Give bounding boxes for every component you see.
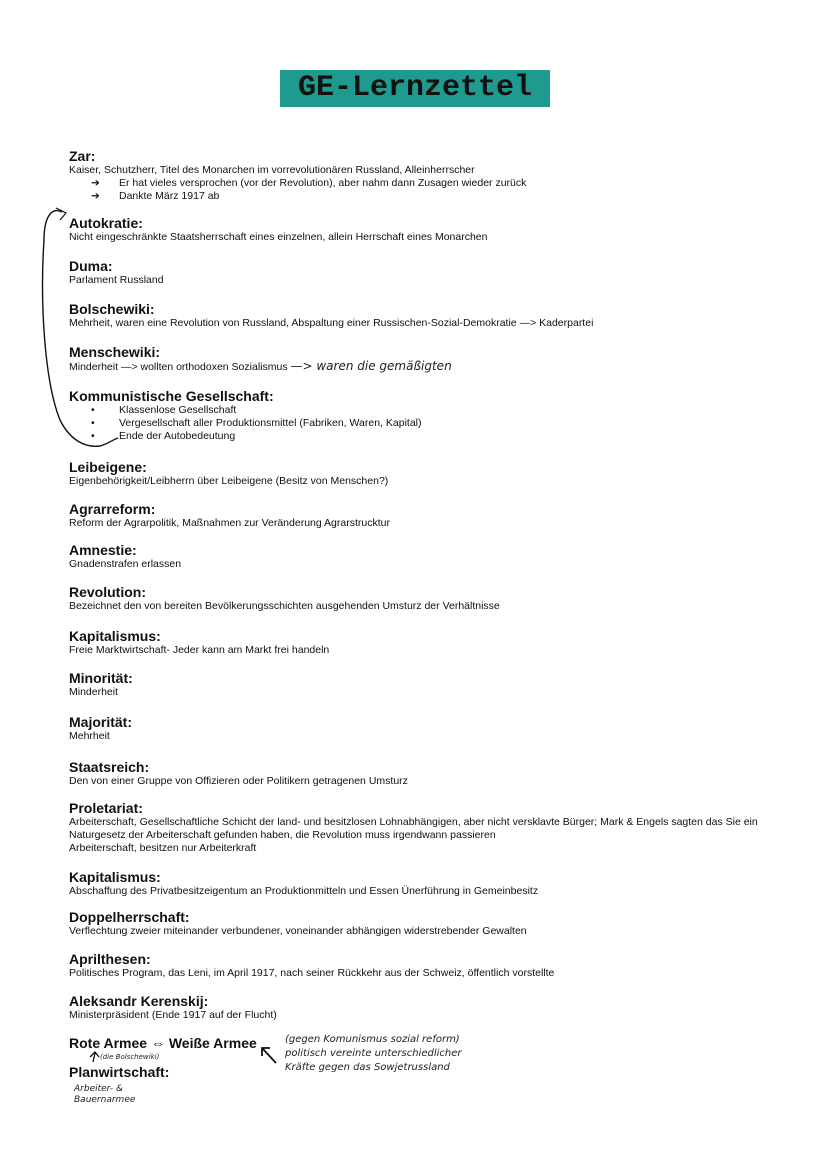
entry-aprilthesen — [69, 951, 554, 980]
entry-duma — [69, 258, 164, 287]
definition: Freie Marktwirtschaft- Jeder kann am Markt frei handeln — [69, 644, 330, 656]
entry-revolution — [69, 584, 500, 613]
definition: Arbeiterschaft, Gesellschaftliche Schicht der land- und besitzlosen Lohnabhängigen, aber nicht versklavte Bürger; Mark & Engels sagten das Sie ein Naturgesetz der Arbeiterschaft gefunden haben, die Revolution muss irgendwann passieren — [69, 816, 758, 841]
term: Proletariat: — [69, 800, 143, 816]
list-item: Klassenlose Gesellschaft — [119, 404, 237, 416]
note-line: politisch vereinte unterschiedlicher — [285, 1048, 462, 1059]
term: Agrarreform: — [69, 501, 156, 517]
entry-doppelherrschaft — [69, 909, 527, 938]
entry-kerenskij — [69, 993, 277, 1022]
list-item: Dankte März 1917 ab — [119, 190, 220, 202]
term: Amnestie: — [69, 542, 137, 558]
definition: Mehrheit, waren eine Revolution von Russland, Abspaltung einer Russischen-Sozial-Demokratie —> Kaderpartei — [69, 317, 594, 329]
definition: Arbeiterschaft, besitzen nur Arbeiterkraft — [69, 842, 257, 854]
definition: Ministerpräsident (Ende 1917 auf der Flucht) — [69, 1009, 277, 1021]
definition: Minderheit — [69, 686, 119, 698]
entry-staatsreich — [69, 759, 408, 788]
entry-leibeigene — [69, 459, 388, 488]
definition: Eigenbehörigkeit/Leibherrn über Leibeigene (Besitz von Menschen?) — [69, 475, 389, 487]
definition: Politisches Program, das Leni, im April 1917, nach seiner Rückkehr aus der Schweiz, öffentlich vorstellte — [69, 967, 555, 979]
list-item: Er hat vieles versprochen (vor der Revolution), aber nahm dann Zusagen wieder zurück — [119, 177, 527, 189]
armies-heading: Rote Armee ⇔ Weiße Armee — [69, 1035, 257, 1051]
definition: Reform der Agrarpolitik, Maßnahmen zur Veränderung Agrarstrucktur — [69, 517, 390, 529]
note-line: (gegen Komunismus sozial reform) — [285, 1034, 460, 1045]
entry-kommunistische-gesellschaft — [69, 388, 422, 443]
entry-menschewiki — [69, 344, 452, 374]
arrow-bullet-icon: ➔ — [91, 190, 100, 202]
entry-amnestie — [69, 542, 181, 571]
term: Doppelherrschaft: — [69, 909, 190, 925]
definition: Nicht eingeschränkte Staatsherrschaft eines einzelnen, allein Herrschaft eines Monarchen — [69, 231, 488, 243]
handwritten-note: —> waren die gemäßigten — [290, 359, 452, 373]
bullet-icon: • — [91, 417, 95, 429]
entry-majoritaet — [69, 714, 132, 743]
term: Aleksandr Kerenskij: — [69, 993, 209, 1009]
note-line: Kräfte gegen das Sowjetrussland — [285, 1062, 450, 1073]
term: Bolschewiki: — [69, 301, 155, 317]
term-planwirtschaft: Planwirtschaft: — [69, 1064, 170, 1080]
entry-autokratie — [69, 215, 487, 244]
definition: Mehrheit — [69, 730, 110, 742]
term: Autokratie: — [69, 215, 143, 231]
term: Minorität: — [69, 670, 133, 686]
term: Revolution: — [69, 584, 146, 600]
bullet-icon: • — [91, 430, 95, 442]
entry-proletariat — [69, 800, 759, 855]
term: Kapitalismus: — [69, 869, 161, 885]
entry-minoritaet — [69, 670, 133, 699]
term: Staatsreich: — [69, 759, 150, 775]
definition: Den von einer Gruppe von Offizieren oder Politikern getragenen Umsturz — [69, 775, 408, 787]
term: Kapitalismus: — [69, 628, 161, 644]
handwritten-note: (die Bolschewiki) — [100, 1053, 160, 1061]
term: Kommunistische Gesellschaft: — [69, 388, 274, 404]
definition: Parlament Russland — [69, 274, 164, 286]
entry-kapitalismus — [69, 628, 329, 657]
entry-kapitalismus-2 — [69, 869, 538, 898]
term: Zar: — [69, 148, 96, 164]
entry-agrarreform — [69, 501, 390, 530]
document-title: GE-Lernzettel — [280, 70, 550, 107]
bullet-icon: • — [91, 404, 95, 416]
list-item: Ende der Autobedeutung — [119, 430, 236, 442]
definition: Abschaffung des Privatbesitzeigentum an Produktionmitteln und Essen Ünerführung in Gemeinbesitz — [69, 885, 539, 897]
entry-zar — [69, 148, 526, 203]
definition: Bezeichnet den von bereiten Bevölkerungsschichten ausgehenden Umsturz der Verhältnisse — [69, 600, 500, 612]
handwritten-note: Arbeiter- & Bauernarmee — [74, 1084, 136, 1105]
entry-bolschewiki — [69, 301, 593, 330]
list-item: Vergesellschaft aller Produktionsmittel (Fabriken, Waren, Kapital) — [119, 417, 422, 429]
definition: Minderheit —> wollten orthodoxen Sozialismus — [69, 361, 288, 373]
definition: Verflechtung zweier miteinander verbundener, voneinander abhängigen widerstrebender Gewalten — [69, 925, 527, 937]
handwritten-note — [285, 1033, 462, 1075]
term: Duma: — [69, 258, 113, 274]
definition: Gnadenstrafen erlassen — [69, 558, 182, 570]
definition: Kaiser, Schutzherr, Titel des Monarchen im vorrevolutionären Russland, Alleinherrscher — [69, 164, 475, 176]
term: Majorität: — [69, 714, 132, 730]
term: Aprilthesen: — [69, 951, 151, 967]
term: Menschewiki: — [69, 344, 161, 360]
term: Leibeigene: — [69, 459, 147, 475]
arrow-bullet-icon: ➔ — [91, 177, 100, 189]
